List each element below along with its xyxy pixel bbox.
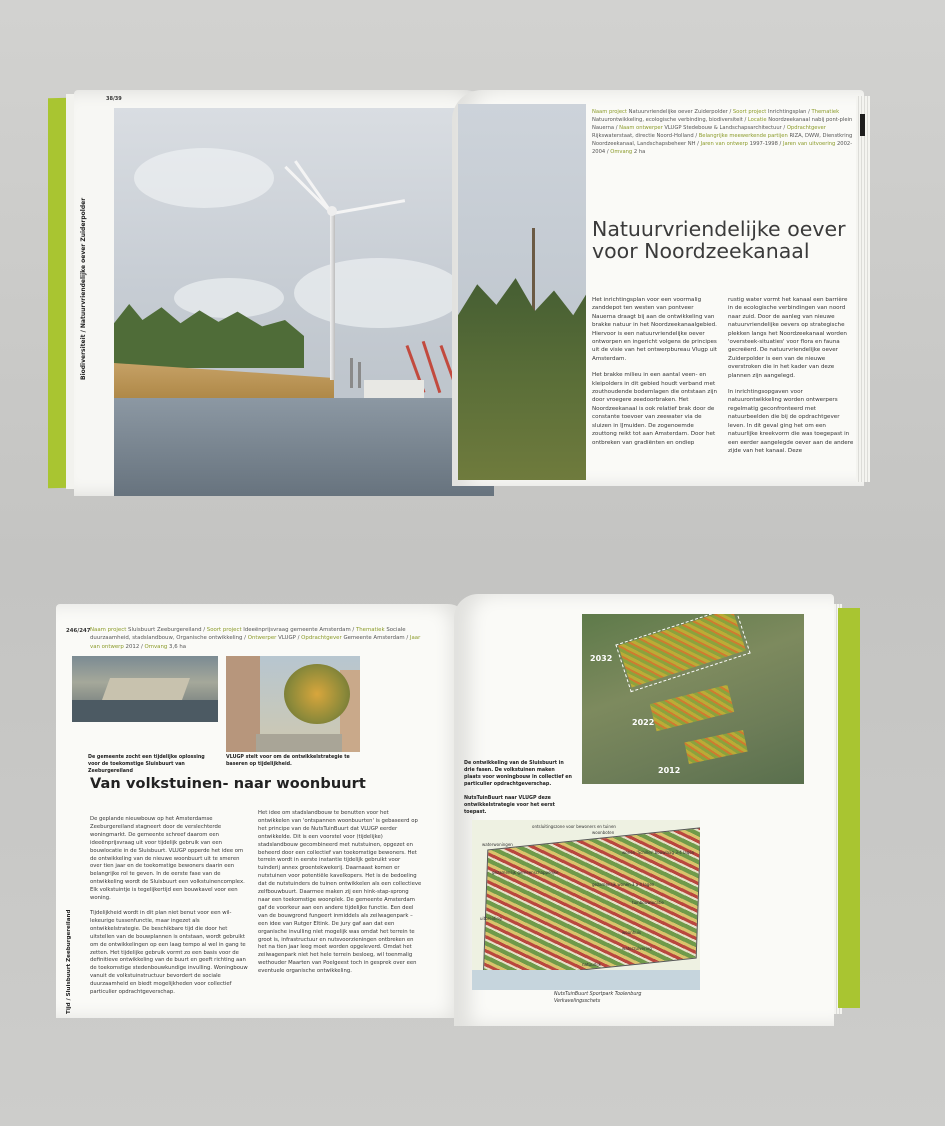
- paragraph: In inrichtingsopgaven voor natuurontwikkeling worden ontwerpers regelmatig geconfronteerd met natuurbeelden die bij de opdrachtgever leven. In dit geval ging het om een natuurlijke kreekvorm die was toegepast in een eerder aangelegde oever aan de andere zijde van het kanaal. Deze: [728, 389, 854, 454]
- book-spread-bottom: [56, 604, 892, 1034]
- metadata-key: Soort project: [206, 627, 244, 633]
- metadata-value: VLUGP Stedebouw & Landschapsarchitectuur: [664, 125, 782, 131]
- paragraph: rustig water vormt het kanaal een barrière in de ecologische verbindingen van noord naar zuid. Door de aanleg van nieuwe natuurvriendelijke oevers op strategische plekken langs het Noordzeekanaal worden 'oversteek-situaties' voor flora en fauna gecreëerd. De natuurvriendelijke oever Zuiderpolder is een van de nieuwe overstroken die in het kader van deze plannen zijn aangelegd.: [728, 297, 848, 379]
- plan-label: gezamenlijk wonen 3 a 4 lagen: [592, 882, 655, 887]
- metadata-key: Thematiek: [355, 627, 387, 633]
- plan-label: waterwoningen: [482, 842, 513, 847]
- year-label: 2022: [632, 718, 655, 727]
- spine-label: Tijd / Sluisbuurt Zeeburgereiland: [66, 909, 72, 1014]
- metadata-value: 2 ha: [633, 149, 646, 155]
- left-page: [56, 604, 468, 1018]
- metadata-key: Opdrachtgever: [301, 635, 344, 642]
- metadata-value: Inrichtingsplan: [767, 109, 807, 115]
- right-page: [452, 90, 864, 486]
- metadata-value: Natuurvriendelijke oever Zuiderpolder: [628, 109, 728, 115]
- body-column-1: [592, 296, 718, 455]
- plan-label: tuinbouwlocatie: [632, 900, 664, 905]
- metadata-key: Jaren van ontwerp: [700, 141, 750, 147]
- project-metadata: Naam project Sluisbuurt Zeeburgereiland / Soort project Ideeënprijsvraag gemeente Amsterdam / Thematiek Sociale duurzaamheid, stadslandbouw, Organische ontwikkeling / Ontwerper VLUGP / Opdrachtgever Gemeente Amsterdam / Jaar van ontwerp 2012 / Omvang 3,6 ha: [90, 627, 421, 650]
- metadata-value: Sociale duurzaamheid, stadslandbouw, Organische ontwikkeling: [90, 627, 406, 642]
- shrub-photo: [458, 104, 586, 480]
- site-plan-drawing: [472, 820, 700, 990]
- paragraph: Het inrichtingsplan voor een voormalig zanddepot ten westen van pontveer Nauerna draagt bij aan de ontwikkeling van brakke natuur in het Noordzeekanaalgebied. Hiervoor is een natuurvriendelijke oever ontworpen en ingericht volgens de principes uit de visie van het ontwerpbureau Vlugp uit Amsterdam.: [592, 297, 718, 362]
- wind-turbine-photo: [114, 108, 494, 496]
- plan-label: woonhuis: [622, 930, 641, 935]
- plan-label: ontsluitingszone voor bewoners en tuinen: [532, 824, 616, 829]
- photo-caption: VLUGP stelt voor om de ontwikkelstrategie te baseren op tijdelijkheid.: [226, 755, 350, 767]
- metadata-key: Naam project: [592, 109, 629, 115]
- year-label: 2012: [658, 766, 681, 775]
- metadata-key: Jaren van uitvoering: [782, 141, 837, 147]
- metadata-key: Naam ontwerper: [619, 125, 665, 131]
- page-stack-right: [856, 96, 870, 482]
- metadata-key: Jaar van ontwerp: [90, 635, 421, 650]
- metadata-value: Gemeente Amsterdam: [343, 635, 405, 642]
- plan-label: wonen 'Schiller' bouwlaag 3-4 lagen: [622, 850, 695, 855]
- metadata-key: Thematiek: [811, 109, 840, 115]
- metadata-value: Ideeënprijsvraag gemeente Amsterdam: [243, 627, 351, 633]
- plan-label: natuurlijk: [582, 962, 601, 967]
- year-label: 2032: [590, 654, 613, 663]
- paragraph: De geplande nieuwbouw op het Amsterdamse Zeeburgereiland stagneert door de verslechterde woningmarkt. De gemeente schreef daarom een ideeënprijsvraag uit voor tijdelijk gebruik van een bouwlocatie in de Sluisbuurt. VLUGP opperde het idee om de ontwikkeling van de nieuwe woonbuurt uit te smeren over tien jaar en de toekomstige bewoners daarin een belangrijke rol te geven. In de eerste fase van de ontwikkeling wordt de Sluisbuurt een volkstuinencomplex. Elk volkstuintje is tegelijkertijd een bouwkavel voor een woning.: [90, 816, 245, 902]
- body-column-2: [258, 810, 422, 983]
- metadata-value: Natuurontwikkeling, ecologische verbinding, biodiversiteit: [592, 117, 743, 123]
- page-title: Van volkstuinen- naar woonbuurt: [90, 776, 366, 792]
- metadata-value: VLUGP: [278, 635, 296, 642]
- metadata-value: 2002-2004: [592, 141, 853, 155]
- project-metadata: Naam project Natuurvriendelijke oever Zuiderpolder / Soort project Inrichtingsplan / Thematiek Natuurontwikkeling, ecologische verbinding, biodiversiteit / Locatie Noordzeekanaal nabij pont-plein Nauerna / Naam ontwerper VLUGP Stedebouw & Landschapsarchitectuur / Opdrachtgever Rijkswaterstaat, directie Noord-Holland / Belangrijke meewerkende partijen RIZA, DWW, Dienstkring Noordzeekanaal, Landschapsbeheer NH / Jaren van ontwerp 1997-1998 / Jaren van uitvoering 2002-2004 / Omvang 2 ha: [592, 109, 853, 155]
- metadata-key: Ontwerper: [247, 635, 279, 642]
- metadata-key: Locatie: [747, 117, 769, 123]
- left-page: [74, 90, 494, 496]
- plan-label: gezamenlijk gemeenschappelijke: [492, 870, 559, 875]
- metadata-value: RIZA, DWW, Dienstkring Noordzeekanaal, Landschapsbeheer NH: [592, 133, 853, 147]
- metadata-key: Omvang: [144, 643, 170, 650]
- metadata-value: Noordzeekanaal nabij pont-plein Nauerna: [592, 117, 853, 131]
- metadata-value: 1997-1998: [749, 141, 778, 147]
- metadata-value: 3,6 ha: [169, 643, 187, 650]
- thumb-tab: [860, 114, 865, 136]
- photo-caption: De gemeente zocht een tijdelijke oplossing voor de toekomstige Sluisbuurt van Zeeburgereiland: [88, 755, 205, 774]
- spine-label: Biodiversiteit / Natuurvriendelijke oever Zuiderpolder: [80, 197, 87, 380]
- plan-label: woonboten: [592, 830, 615, 835]
- body-column-1: [90, 816, 250, 1004]
- page-title: Natuurvriendelijke oever voor Noordzeekanaal: [592, 217, 846, 263]
- book-cover-edge: [838, 608, 860, 1008]
- right-page: [454, 594, 834, 1026]
- street-photo: [226, 656, 360, 752]
- plan-label: uitbreiding: [480, 916, 502, 921]
- metadata-key: Omvang: [610, 149, 634, 155]
- aerial-photo-small: [72, 656, 218, 722]
- plan-caption: NutsTuinBuurt Sportpark Toolenburg Verkavelingsschets: [554, 992, 642, 1004]
- metadata-value: Sluisbuurt Zeeburgereiland: [128, 627, 202, 633]
- paragraph: Het idee om stadslandbouw te benutten voor het ontwikkelen van 'ontspannen woonbuurten' is gebaseerd op het principe van de NutsTuinBuurt dat VLUGP eerder ontwikkelde. Dit is een voorstel voor (tijdelijke) stadslandbouw gecombineerd met nutstuinen, opgezet en beheerd door een collectief van toekomstige bewoners. Het terrein wordt in eerste instantie tijdelijk gebruikt voor tuinderij annex groentekwekerij. Daarnaast komen er nutstuinen voor potentiële kavelkopers. Het is de bedoeling dat de nutstuinders de tuinen ontwikkelen als een collectieve zelfbouwbuurt. Daarmee maken zij een hink-stap-sprong naar een toekomstige woonplek. De gemeente Amsterdam gaf de voorkeur aan een andere tijdelijke functie. Een deel van de bouwgrond fungeert inmiddels als zeilwagenpark – een idee van Rutger Eltink. De jury gaf aan dat een organische invulling niet mogelijk was omdat het terrein te groot is, infrastructuur en nutsvoorzieningen ontbreken en het na tien jaar leeg moet worden opgeleverd. Omdat het zeilwagenpark niet het hele terrein besloeg, wil toenmalig wethouder Maarten van Poelgeest toch in gesprek over een eventuele organische ontwikkeling.: [258, 810, 422, 975]
- paragraph: Het brakke milieu in een aantal veen- en kleipolders in dit gebied houdt verband met zouthoudende bodemlagen die ontstaan zijn door vroegere zeedoorbraken. Het Noordzeekanaal is ook relatief brak door de constante toevoer van zeewater via de sluizen in IJmuiden. De zogenoemde zouttong reikt tot aan Amsterdam. Door het ontbreken van gradiënten en ondiep: [592, 372, 717, 446]
- phased-development-aerial: [582, 614, 804, 784]
- wind-turbine: [330, 210, 335, 380]
- metadata-key: Soort project: [732, 109, 768, 115]
- metadata-key: Opdrachtgever: [786, 125, 826, 131]
- metadata-key: Naam project: [90, 627, 129, 633]
- aerial-caption: De ontwikkeling van de Sluisbuurt in drie fasen. De volkstuinen maken plaats voor woningbouw in collectief en particulier opdrachtgeverschap. NutsTuinBuurt naar VLUGP deze ontwikkelstrategie voor het eerst toepast.: [464, 761, 572, 815]
- metadata-key: Belangrijke meewerkende partijen: [698, 133, 790, 139]
- page-number: 38/39: [106, 96, 122, 102]
- paragraph: Tijdelijkheid wordt in dit plan niet benut voor een wil-lekeurige tussenfunctie, maar ingezet als ontwikkelstrategie. De beschikbare tijd die door het uitstellen van de bouwplannen is ontstaan, wordt gebruikt om de ontwikkelingen op een laag tempo al wel in gang te zetten. Het tijdelijke gebruik vormt zo een basis voor de definitieve ontwikkeling van de buurt en geeft richting aan de toekomstige stedenbouwkundige invulling. Woningbouw vanuit de volkstuinstructuur bevordert de sociale duurzaamheid en biedt mogelijkheden voor collectief particulier opdrachtgeverschap.: [90, 909, 248, 996]
- metadata-value: 2012: [125, 643, 140, 650]
- plan-label: waterzuivering: [622, 946, 652, 951]
- page-number: 246/247: [66, 628, 91, 634]
- canal-water: [114, 398, 494, 496]
- body-column-2: [728, 296, 854, 463]
- metadata-value: Rijkswaterstaat, directie Noord-Holland: [592, 133, 694, 139]
- book-spread-top: [48, 86, 868, 506]
